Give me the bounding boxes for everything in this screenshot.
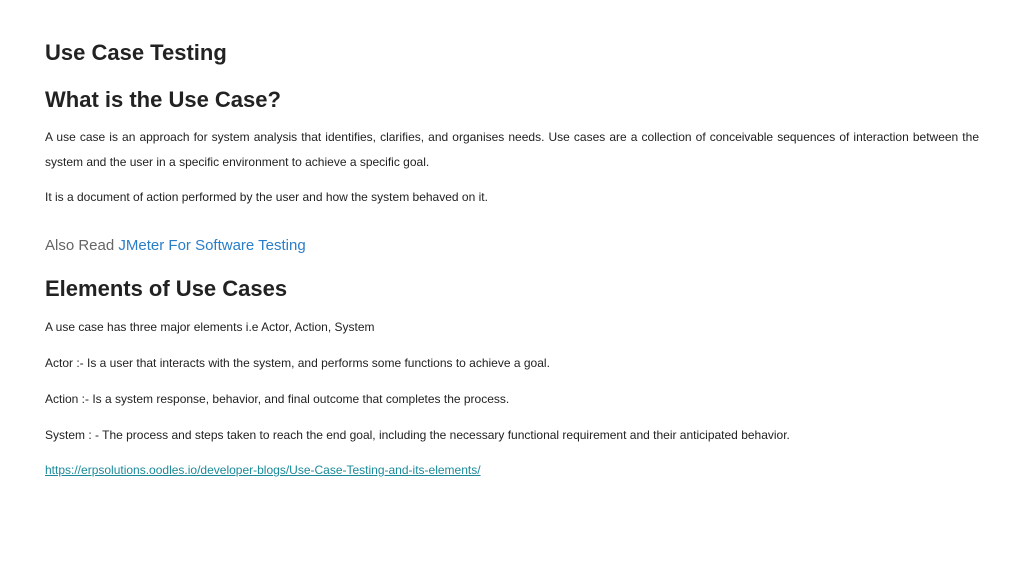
- system-paragraph: System : - The process and steps taken to reach the end goal, including the necessary functional requirement and their anticipated behavior.: [45, 428, 790, 442]
- action-paragraph: Action :- Is a system response, behavior, and final outcome that completes the process.: [45, 392, 510, 406]
- use-case-definition-paragraph: A use case is an approach for system analysis that identifies, clarifies, and organises needs. Use cases are a collection of conceivable sequences of interaction between the system and the user in a specific environment to achieve a specific goal.: [45, 130, 979, 169]
- source-link[interactable]: https://erpsolutions.oodles.io/developer-blogs/Use-Case-Testing-and-its-elements/: [45, 463, 481, 477]
- section-heading-elements: Elements of Use Cases: [45, 276, 288, 301]
- also-read-line: [45, 236, 306, 256]
- actor-paragraph: Actor :- Is a user that interacts with the system, and performs some functions to achieve a goal.: [45, 356, 550, 370]
- also-read-link[interactable]: JMeter For Software Testing: [118, 237, 306, 254]
- use-case-document-paragraph: It is a document of action performed by the user and how the system behaved on it.: [45, 190, 488, 204]
- section-heading-what-is-use-case: What is the Use Case?: [45, 87, 281, 112]
- elements-intro-paragraph: A use case has three major elements i.e Actor, Action, System: [45, 320, 375, 334]
- also-read-prefix: Also Read: [45, 237, 115, 254]
- page-title: Use Case Testing: [45, 40, 227, 65]
- source-link-line: [45, 462, 481, 478]
